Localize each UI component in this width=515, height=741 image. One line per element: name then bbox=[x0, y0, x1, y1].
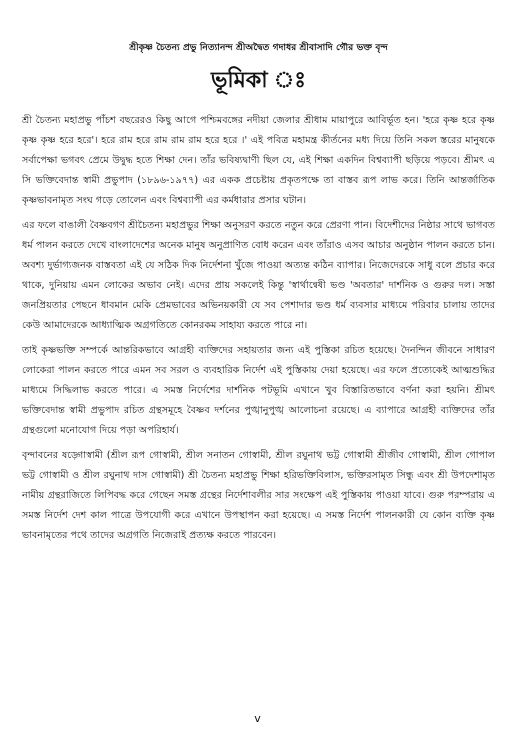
page-number: v bbox=[254, 712, 261, 725]
paragraph-2: এর ফলে বাঙালী বৈষ্ণবগণ শ্রীচৈতন্য মহাপ্রভুর শিক্ষা অনুসরণ করতে নতুন করে প্রেরণা পান। বিদেশীদের নিষ্ঠার সাথে ভাগবত ধর্ম পালন করতে দেখে বাংলাদেশের অনেক মানুষ অনুপ্রাণিত বোধ করেন এবং তাঁরাও এসব আচার অনুষ্ঠান পালন করতে চান। অবশ্য দুর্ভাগ্যজনক বাস্তবতা এই যে সঠিক দিক নির্দেশনা খুঁজে পাওয়া অত্যন্ত কঠিন ব্যাপার। নিজেদেরকে সাধু বলে প্রচার করে থাকে, দুনিয়ায় এমন লোকের অভাব নেই। এদের প্রায় সকলেই কিন্তু 'স্বার্থান্বেষী ভণ্ড 'অবতার' দার্শনিক ও গুরুর দল। সস্তা জনপ্রিয়তার পেছনে ধাবমান মেকি প্রেমভাবের অভিনয়কারী যে সব পেশাদার ভণ্ড ধর্ম ব্যবসার মাধ্যমে পরিবার চালায় তাদের কেউ আমাদেরকে আধ্যাত্মিক অগ্রগতিতে কোনরকম সাহায্য করতে পারে না। bbox=[22, 220, 495, 331]
paragraph-4: বৃন্দাবনের ষড়্গোস্বামী (শ্রীল রূপ গোস্বামী, শ্রীল সনাতন গোস্বামী, শ্রীল রঘুনাথ ভট্ট গোস্বামী শ্রীজীব গোস্বামী, শ্রীল গোপাল ভট্ট গোস্বামী ও শ্রীল রঘুনাথ দাস গোস্বামী) শ্রী চৈতন্য মহাপ্রভু শিক্ষা হরিভক্তিবিলাস, ভক্তিরসামৃত সিন্ধু এবং শ্রী উপদেশামৃত নামীয় গ্রন্থরাজিতে লিপিবদ্ধ করে গেছেন সমস্ত গ্রন্থের নির্দেশাবলীর সার সংক্ষেপ এই পুস্তিকায় পাওয়া যাবে। গুরু পরম্পরায় এ সমস্ত নির্দেশ দেশ কাল পাত্রে উপযোগী করে এখানে উপস্থাপন করা হয়েছে। এ সমস্ত নির্দেশ পালনকারী যে কোন ব্যক্তি কৃষ্ণ ভাবনামৃতের পথে তাদের অগ্রগতি নিজেরাই প্রত্যক্ষ করতে পারবেন। bbox=[22, 450, 495, 541]
paragraph-1: শ্রী চৈতন্য মহাপ্রভু পাঁচশ বছরেরও কিছু আগে পশ্চিমবঙ্গের নদীয়া জেলার শ্রীধাম মায়াপুরে আবির্ভূত হন। 'হরে কৃষ্ণ হরে কৃষ্ণ কৃষ্ণ কৃষ্ণ হরে হরে'। হরে রাম হরে রাম রাম রাম হরে হরে ।' এই পবিত্র মহামন্ত্র কীর্তনের মধ্য দিয়ে তিনি সকল স্তরের মানুষকে সর্বাপেক্ষা ভগবৎ প্রেমে উদ্বুদ্ধ হতে শিক্ষা দেন। তাঁর ভবিষ্যদ্বাণী ছিল যে, এই শিক্ষা একদিন বিশ্বব্যাপী ছড়িয়ে পড়বে। শ্রীমৎ এ সি ভক্তিবেদান্ত স্বামী প্রভুপাদ (১৮৯৬-১৯৭৭) এর একক প্রচেষ্টায় প্রকৃতপক্ষে তা বাস্তব রূপ লাভ করে। তিনি আন্তর্জাতিক কৃষ্ণভাবনামৃত সংঘ গড়ে তোলেন এবং বিশ্বব্যাপী এর কর্মধারার প্রসার ঘটান। bbox=[22, 115, 495, 206]
body-text bbox=[22, 111, 495, 546]
section-title: ভূমিকা ঃ bbox=[210, 68, 307, 93]
running-header: শ্রীকৃষ্ণ চৈতন্য প্রভু নিত্যানন্দ শ্রীঅদ্বৈত গদাধর শ্রীবাসাদি গৌর ভক্ত বৃন্দ bbox=[129, 43, 388, 53]
paragraph-3: তাই কৃষ্ণভক্তি সম্পর্কে আন্তরিকভাবে আগ্রহী ব্যক্তিদের সহায়তার জন্য এই পুস্তিকা রচিত হয়েছে। দৈনন্দিন জীবনে সাধারণ লোকেরা পালন করতে পারে এমন সব সরল ও ব্যবহারিক নির্দেশ এই পুস্তিকায় দেয়া হয়েছে। এর ফলে প্রত্যেকেই আত্মশুদ্ধির মাধ্যমে সিদ্ধিলাভ করতে পারে। এ সমস্ত নির্দেশের দার্শনিক পটভূমি এখানে খুব বিস্তারিতভাবে বর্ণনা করা হয়নি। শ্রীমৎ ভক্তিবেদান্ত স্বামী প্রভুপাদ রচিত গ্রন্থসমূহে বৈষ্ণব দর্শনের পুঙ্খানুপুঙ্খ আলোচনা রয়েছে। এ ব্যাপারে আগ্রহী ব্যক্তিদের তাঁর গ্রন্থগুলো মনোযোগ দিয়ে পড়া অপরিহার্য। bbox=[22, 345, 495, 436]
